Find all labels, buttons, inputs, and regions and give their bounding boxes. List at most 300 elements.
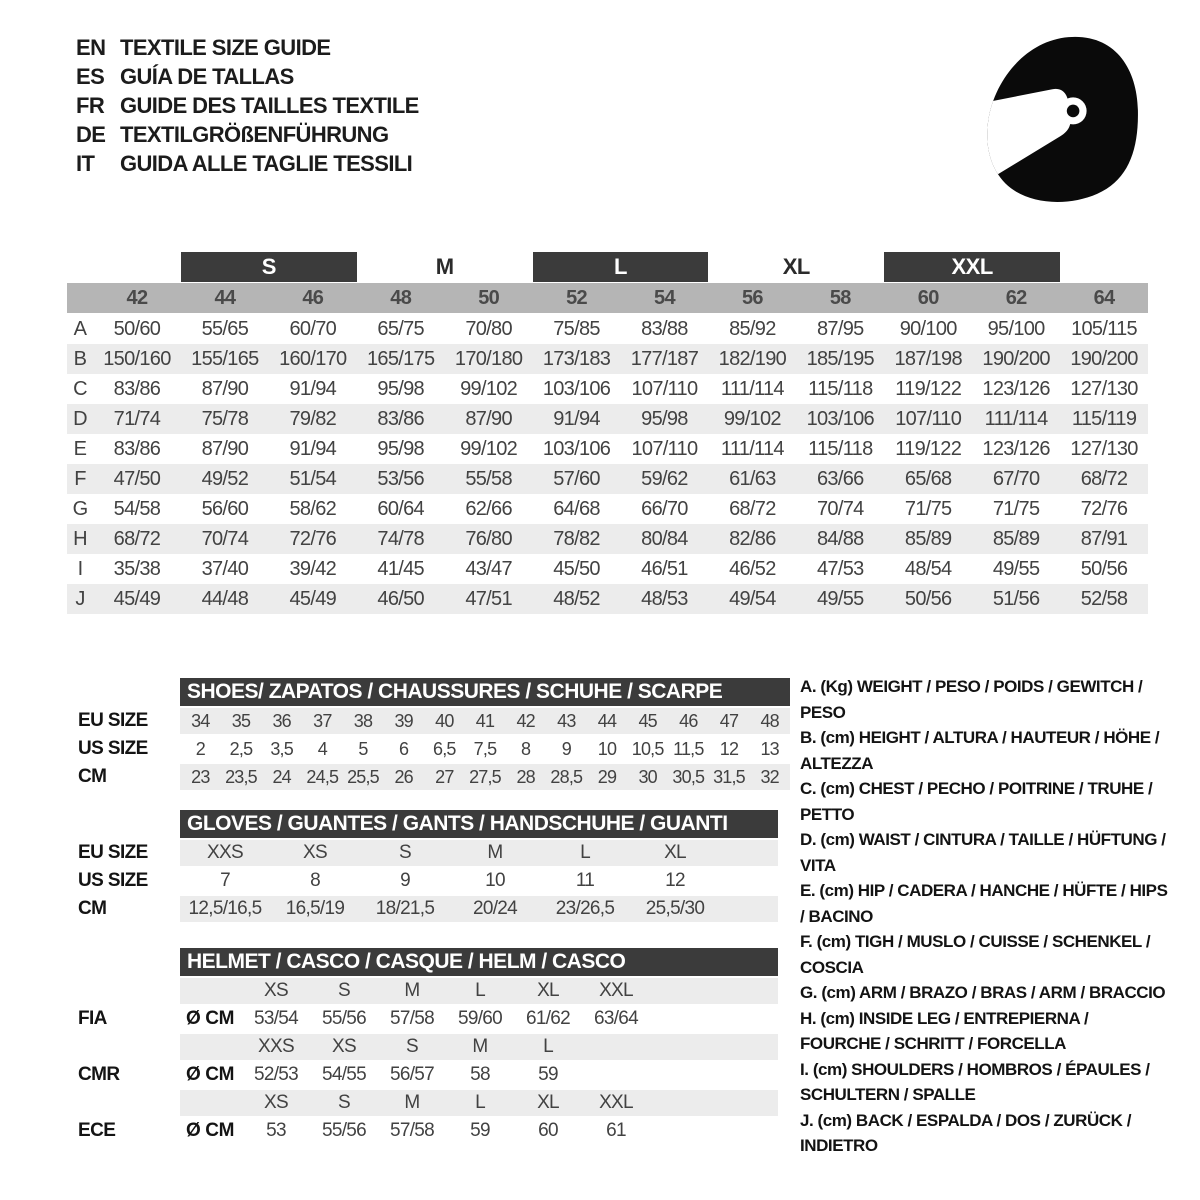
size-cell: 187/198 [894, 347, 962, 370]
size-cell: 83/86 [113, 437, 161, 460]
table-cell: 27 [435, 766, 454, 787]
size-cell: 50/60 [113, 317, 161, 340]
size-cell: 91/94 [289, 437, 337, 460]
table-cell: 16,5/19 [285, 898, 345, 919]
visor-pivot-inner [1067, 105, 1080, 118]
size-cell: 127/130 [1070, 377, 1138, 400]
helmet-size-cell: M [472, 1036, 488, 1057]
language-title: GUIDE DES TAILLES TEXTILE [120, 92, 419, 118]
language-title: TEXTILE SIZE GUIDE [120, 34, 331, 60]
row-label: E [73, 437, 87, 460]
size-cell: 47/53 [817, 557, 864, 580]
legend-item: C. (cm) CHEST / PECHO / POITRINE / TRUHE / PETTO [800, 779, 1153, 824]
size-cell: 58/62 [289, 497, 337, 520]
table-cell: XXS [207, 842, 243, 863]
size-column-header: 56 [741, 286, 763, 309]
table-cell [180, 978, 242, 1004]
size-cell: 68/72 [1080, 467, 1128, 490]
size-cell: 51/56 [992, 587, 1040, 610]
table-row-cells [180, 764, 790, 790]
size-cell: 48/52 [553, 587, 600, 610]
standard-label: ECE [78, 1120, 116, 1141]
table-cell: 8 [521, 738, 531, 759]
language-code: FR [76, 92, 105, 118]
table-row [67, 868, 778, 894]
size-cell: 65/68 [904, 467, 952, 490]
size-row [67, 494, 1148, 524]
size-cell: 83/86 [377, 407, 424, 430]
table-row-cells [180, 708, 790, 734]
legend-item: D. (cm) WAIST / CINTURA / TAILLE / HÜFTUNG / VITA [800, 830, 1166, 875]
table-cell: 42 [516, 710, 535, 731]
size-cell: 127/130 [1070, 437, 1138, 460]
size-cell: 35/38 [113, 557, 161, 580]
helmet-size-cell: XS [332, 1036, 356, 1057]
size-column-header: 50 [478, 286, 500, 309]
table-row [67, 896, 778, 922]
table-cell: 12 [665, 870, 685, 891]
table-row-label: EU SIZE [78, 710, 148, 731]
row-label: A [73, 317, 87, 340]
table-cell: 20/24 [472, 898, 518, 919]
helmet-size-cell: L [475, 1092, 485, 1113]
table-cell: 8 [310, 870, 320, 891]
size-cell: 63/66 [817, 467, 864, 490]
gloves-size-table [67, 810, 778, 924]
helmet-values-row [67, 1062, 778, 1088]
size-cell: 87/90 [465, 407, 512, 430]
size-cell: 71/75 [904, 497, 952, 520]
size-cell: 103/106 [806, 407, 874, 430]
size-cell: 72/76 [1080, 497, 1128, 520]
size-column-header: 48 [390, 286, 412, 309]
size-cell: 107/110 [631, 377, 698, 400]
table-cell: 27,5 [469, 766, 501, 787]
table-cell: 23/26,5 [555, 898, 615, 919]
table-cell: 10 [485, 870, 505, 891]
size-cell: 95/100 [987, 317, 1045, 340]
row-label: H [73, 527, 87, 550]
helmet-size-cell: XXL [599, 980, 633, 1001]
table-cell: L [580, 842, 590, 863]
table-cell: 25,5/30 [645, 898, 705, 919]
size-cell: 76/80 [465, 527, 512, 550]
size-cell: 79/82 [289, 407, 337, 430]
table-row [67, 764, 790, 790]
shoes-size-table [67, 678, 790, 792]
table-cell: 9 [400, 870, 410, 891]
helmet-size-cell: S [338, 1092, 350, 1113]
size-cell: 52/58 [1080, 587, 1128, 610]
helmet-size-cell: XXL [599, 1092, 633, 1113]
helmet-size-cell: S [406, 1036, 418, 1057]
legend-item: I. (cm) SHOULDERS / HOMBROS / ÉPAULES / SCHULTERN / SPALLE [800, 1059, 1150, 1104]
size-cell: 95/98 [377, 437, 424, 460]
size-cell: 177/187 [630, 347, 699, 370]
table-row [67, 708, 790, 734]
helmet-values-cells [180, 1006, 778, 1032]
helmet-size-cell: XS [264, 980, 288, 1001]
size-cell: 107/110 [895, 407, 962, 430]
size-cell: 53/56 [377, 467, 424, 490]
table-cell: 36 [272, 710, 291, 731]
size-cell: 50/56 [904, 587, 952, 610]
size-cell: 47/51 [465, 587, 512, 610]
table-row-label [67, 1034, 180, 1060]
size-column-header: 44 [214, 286, 236, 309]
size-cell: 74/78 [377, 527, 424, 550]
table-cell: 30,5 [672, 766, 705, 787]
size-cell: 115/118 [808, 437, 873, 460]
table-cell: 46 [679, 710, 698, 731]
size-cell: 82/86 [729, 527, 776, 550]
size-cell: 70/74 [201, 527, 249, 550]
size-column-header-row [67, 283, 1148, 313]
table-cell: 44 [597, 710, 617, 731]
size-cell: 45/49 [113, 587, 161, 610]
helmet-table-body [67, 978, 778, 1144]
row-label: G [72, 497, 88, 520]
size-cell: 72/76 [289, 527, 337, 550]
table-cell: 54/55 [321, 1064, 367, 1085]
table-cell: 55/56 [321, 1120, 367, 1141]
size-row [67, 374, 1148, 404]
size-cell: 48/54 [904, 557, 952, 580]
helmet-size-cell [582, 1034, 650, 1060]
size-cell: 85/92 [729, 317, 776, 340]
helmet-sizes-cells [180, 1034, 778, 1060]
size-row [67, 404, 1148, 434]
size-row [67, 344, 1148, 374]
unit-cell: Ø CM [186, 1064, 235, 1085]
table-cell: 2,5 [229, 738, 253, 759]
table-row-label: US SIZE [78, 738, 148, 759]
table-cell: 48 [760, 710, 779, 731]
size-cell: 41/45 [377, 557, 424, 580]
table-cell: M [487, 842, 503, 863]
helmet-size-cell: XS [264, 1092, 288, 1113]
size-cell: 70/74 [817, 497, 864, 520]
size-cell: 190/200 [1070, 347, 1138, 370]
table-cell: 63/64 [593, 1008, 639, 1029]
size-cell: 46/51 [641, 557, 688, 580]
table-row-cells [180, 840, 778, 866]
legend-item: E. (cm) HIP / CADERA / HANCHE / HÜFTE / HIPS / BACINO [800, 881, 1168, 926]
size-cell: 71/74 [113, 407, 161, 430]
helmet-sizes-cells [180, 978, 778, 1004]
table-row [67, 736, 790, 762]
table-cell: 59/60 [457, 1008, 503, 1029]
size-cell: 103/106 [542, 437, 611, 460]
size-row [67, 524, 1148, 554]
size-row [67, 314, 1148, 344]
gloves-table-body [67, 840, 778, 922]
size-column-header: 46 [302, 286, 324, 309]
size-cell: 99/102 [723, 407, 781, 430]
size-column-header: 58 [829, 286, 851, 309]
size-cell: 55/65 [201, 317, 249, 340]
table-cell: 59 [538, 1064, 558, 1085]
size-cell: 103/106 [542, 377, 611, 400]
table-cell: 59 [470, 1120, 490, 1141]
size-cell: 37/40 [201, 557, 249, 580]
helmet-size-cell: XL [537, 1092, 559, 1113]
size-band: XL [782, 254, 810, 279]
helmet-sizes-cells [180, 1090, 778, 1116]
size-column-header: 60 [917, 286, 939, 309]
table-cell: 52/53 [253, 1064, 299, 1085]
table-row-label: EU SIZE [78, 842, 148, 863]
table-cell: 53 [266, 1120, 286, 1141]
size-cell: 70/80 [465, 317, 512, 340]
size-cell: 90/100 [899, 317, 957, 340]
size-cell: 68/72 [113, 527, 161, 550]
size-cell: 123/126 [982, 437, 1050, 460]
size-cell: 57/60 [553, 467, 600, 490]
size-cell: 83/88 [641, 317, 688, 340]
size-cell: 87/95 [817, 317, 864, 340]
size-cell: 60/64 [377, 497, 424, 520]
size-cell: 119/122 [895, 437, 962, 460]
size-cell: 105/115 [1071, 317, 1137, 340]
size-cell: 75/85 [553, 317, 600, 340]
size-cell: 155/165 [191, 347, 259, 370]
size-cell: 150/160 [103, 347, 171, 370]
size-cell: 39/42 [289, 557, 337, 580]
helmet-size-table [67, 948, 778, 1146]
table-cell: 23,5 [225, 766, 257, 787]
helmet-sizes-row [67, 1090, 778, 1116]
gloves-table-title: GLOVES / GUANTES / GANTS / HANDSCHUHE / GUANTI [180, 810, 778, 838]
size-cell: 87/90 [201, 437, 249, 460]
table-cell: 13 [760, 738, 779, 759]
table-cell: 32 [760, 766, 779, 787]
legend-item: G. (cm) ARM / BRAZO / BRAS / ARM / BRACCIO [800, 983, 1166, 1002]
size-cell: 111/114 [984, 407, 1048, 430]
helmet-icon [975, 30, 1155, 208]
size-cell: 84/88 [817, 527, 864, 550]
table-cell: 43 [557, 710, 576, 731]
size-cell: 46/52 [729, 557, 776, 580]
row-label: B [73, 347, 87, 370]
size-cell: 49/55 [817, 587, 864, 610]
helmet-size-cell: XXS [258, 1036, 294, 1057]
table-cell: XL [664, 842, 686, 863]
size-row [67, 434, 1148, 464]
size-cell: 83/86 [113, 377, 161, 400]
row-label: J [75, 587, 85, 610]
table-cell: 53/54 [253, 1008, 299, 1029]
size-cell: 49/52 [201, 467, 249, 490]
table-cell: 10 [597, 738, 617, 759]
size-cell: 75/78 [201, 407, 249, 430]
legend-item: A. (Kg) WEIGHT / PESO / POIDS / GEWITCH / PESO [800, 677, 1143, 722]
helmet-size-cell: L [543, 1036, 553, 1057]
size-cell: 49/55 [992, 557, 1040, 580]
unit-cell: Ø CM [186, 1120, 235, 1141]
shoes-table-title: SHOES/ ZAPATOS / CHAUSSURES / SCHUHE / SCARPE [180, 678, 790, 706]
size-cell: 85/89 [904, 527, 952, 550]
size-cell: 71/75 [992, 497, 1040, 520]
table-cell: 40 [435, 710, 454, 731]
table-cell: 25,5 [347, 766, 379, 787]
size-cell: 119/122 [895, 377, 962, 400]
size-column-header: 64 [1093, 286, 1115, 309]
helmet-size-cell: S [338, 980, 350, 1001]
table-cell: 10,5 [631, 738, 664, 759]
table-cell: 12 [719, 738, 739, 759]
table-cell: 37 [313, 710, 332, 731]
table-cell: 47 [719, 710, 739, 731]
table-cell: 30 [638, 766, 657, 787]
table-row-label: CM [78, 766, 107, 787]
legend-item: F. (cm) TIGH / MUSLO / CUISSE / SCHENKEL / COSCIA [800, 932, 1151, 977]
table-cell: 58 [470, 1064, 490, 1085]
language-title-list [76, 33, 419, 178]
table-cell: 2 [195, 738, 205, 759]
helmet-values-row [67, 1006, 778, 1032]
size-cell: 115/118 [808, 377, 873, 400]
table-row-label [67, 1090, 180, 1116]
size-row [67, 554, 1148, 584]
size-cell: 160/170 [279, 347, 347, 370]
table-row-label [67, 978, 180, 1004]
table-cell: 7 [220, 870, 230, 891]
language-title: TEXTILGRÖßENFÜHRUNG [120, 121, 389, 147]
table-cell: 26 [394, 766, 413, 787]
size-band: S [181, 252, 357, 282]
size-cell: 111/114 [720, 377, 784, 400]
size-cell: 123/126 [982, 377, 1050, 400]
helmet-size-cell: M [404, 1092, 420, 1113]
size-cell: 185/195 [806, 347, 874, 370]
language-title: GUÍA DE TALLAS [120, 63, 294, 89]
size-cell: 49/54 [729, 587, 776, 610]
language-row [76, 120, 419, 149]
table-cell: 61 [606, 1120, 626, 1141]
table-cell: 4 [317, 738, 327, 759]
size-cell: 95/98 [377, 377, 424, 400]
language-row [76, 33, 419, 62]
size-cell: 54/58 [113, 497, 161, 520]
table-cell: 12,5/16,5 [188, 898, 262, 919]
table-row-cells [180, 736, 790, 762]
size-column-header: 42 [126, 286, 148, 309]
size-column-header: 54 [654, 286, 675, 309]
table-cell: 38 [353, 710, 373, 731]
row-label: I [77, 557, 83, 580]
size-cell: 67/70 [992, 467, 1040, 490]
size-column-header: 52 [566, 286, 587, 309]
table-cell: 9 [561, 738, 571, 759]
table-cell: 18/21,5 [375, 898, 435, 919]
size-cell: 45/49 [289, 587, 337, 610]
size-cell: 182/190 [718, 347, 787, 370]
size-cell: 78/82 [553, 527, 600, 550]
size-cell: 50/56 [1080, 557, 1128, 580]
standard-label: CMR [78, 1064, 120, 1085]
helmet-values-row [67, 1118, 778, 1144]
language-title: GUIDA ALLE TAGLIE TESSILI [120, 150, 413, 176]
table-cell: S [399, 842, 411, 863]
table-row-label: CM [78, 898, 107, 919]
size-cell: 115/119 [1071, 407, 1137, 430]
table-cell: 29 [597, 766, 617, 787]
helmet-table-title: HELMET / CASCO / CASQUE / HELM / CASCO [180, 948, 778, 976]
main-size-table [67, 252, 1148, 614]
size-cell: 80/84 [641, 527, 688, 550]
helmet-values-cells [180, 1118, 778, 1144]
language-row [76, 91, 419, 120]
row-label: D [73, 407, 87, 430]
row-label: F [74, 467, 86, 490]
size-cell: 66/70 [641, 497, 688, 520]
size-row [67, 584, 1148, 614]
table-cell: 57/58 [389, 1008, 435, 1029]
size-cell: 165/175 [366, 347, 435, 370]
table-row [67, 840, 778, 866]
size-cell: 45/50 [553, 557, 600, 580]
size-cell: 99/102 [460, 437, 518, 460]
table-cell: 5 [358, 738, 368, 759]
size-cell: 55/58 [465, 467, 512, 490]
size-cell: 59/62 [641, 467, 688, 490]
size-cell: 107/110 [631, 437, 698, 460]
helmet-size-cell: M [404, 980, 420, 1001]
size-band: XXL [884, 252, 1060, 282]
table-row-cells [180, 868, 778, 894]
size-cell: 61/63 [729, 467, 776, 490]
language-code: EN [76, 34, 106, 60]
size-cell: 51/54 [289, 467, 337, 490]
size-cell: 173/183 [542, 347, 611, 370]
table-cell [180, 1034, 242, 1060]
standard-label: FIA [78, 1008, 107, 1029]
size-cell: 91/94 [553, 407, 600, 430]
table-row-label: US SIZE [78, 870, 148, 891]
legend-item: H. (cm) INSIDE LEG / ENTREPIERNA / FOURCHE / SCHRITT / FORCELLA [800, 1008, 1089, 1053]
size-cell: 190/200 [982, 347, 1050, 370]
size-cell: 87/91 [1080, 527, 1128, 550]
table-cell: 60 [538, 1120, 558, 1141]
size-cell: 64/68 [553, 497, 600, 520]
table-cell: 23 [191, 766, 210, 787]
size-cell: 170/180 [454, 347, 523, 370]
legend-item: B. (cm) HEIGHT / ALTURA / HAUTEUR / HÖHE / ALTEZZA [800, 728, 1160, 773]
corner-cell [67, 283, 93, 313]
language-row [76, 62, 419, 91]
size-cell: 99/102 [460, 377, 518, 400]
size-band-row [67, 252, 1148, 282]
size-cell: 85/89 [992, 527, 1040, 550]
measurement-legend [800, 674, 1172, 1159]
row-label: C [73, 377, 87, 400]
helmet-size-cell: XL [537, 980, 559, 1001]
size-cell: 111/114 [720, 437, 784, 460]
table-cell [180, 1090, 242, 1116]
legend-item: J. (cm) BACK / ESPALDA / DOS / ZURÜCK / INDIETRO [800, 1110, 1131, 1155]
table-cell: 41 [475, 710, 495, 731]
size-band: M [435, 254, 454, 279]
language-code: IT [76, 150, 95, 176]
table-cell: 31,5 [713, 766, 745, 787]
table-cell: 11 [575, 870, 595, 891]
size-cell: 60/70 [289, 317, 337, 340]
table-cell: 61/62 [525, 1008, 571, 1029]
helmet-sizes-row [67, 978, 778, 1004]
language-code: DE [76, 121, 106, 147]
unit-cell: Ø CM [186, 1008, 235, 1029]
